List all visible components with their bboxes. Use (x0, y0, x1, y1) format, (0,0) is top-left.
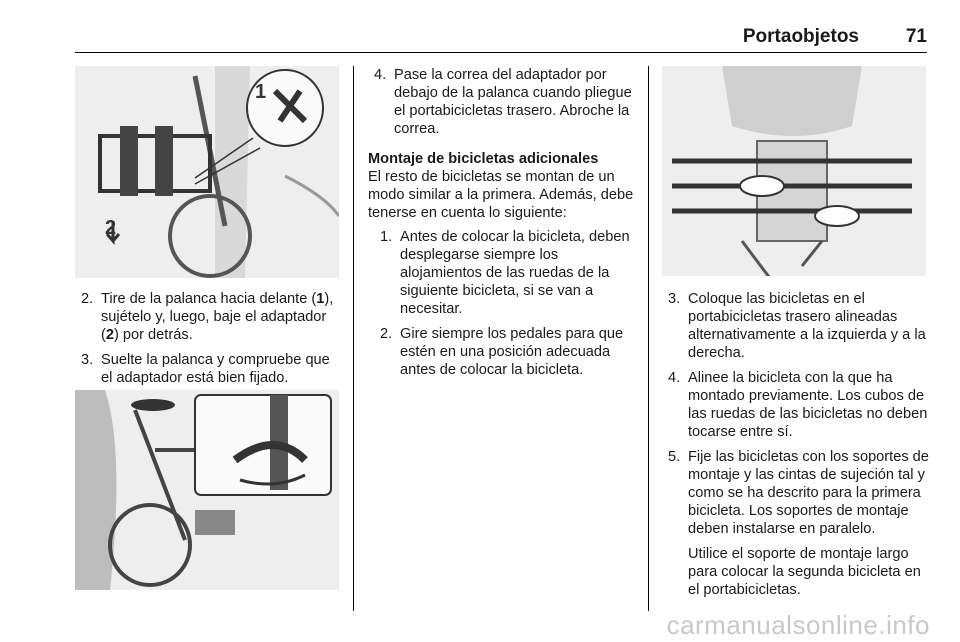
column-1 (75, 290, 343, 394)
list-note: Utilice el soporte de montaje largo para colocar la segunda bicicleta en el portabicicletas. (688, 546, 921, 598)
list-number: 3. (668, 291, 681, 307)
page-header (75, 26, 927, 50)
list-item (75, 351, 343, 387)
watermark[interactable]: carmanualsonline.info (666, 610, 930, 640)
page-number: 71 (905, 26, 927, 47)
list-number: 3. (81, 352, 94, 368)
list-text: Fije las bicicletas con los soportes de montaje y las cintas de sujeción tal y como se ha descrito para la primera bicicleta. Los soportes de montaje deben instalarse en paralelo. (688, 449, 929, 537)
list-text: Alinee la bicicleta con la que ha montado previamente. Los cubos de las ruedas de las bicicletas no deben tocarse entre sí. (688, 370, 928, 440)
list-number: 2. (380, 326, 393, 342)
list-item (662, 369, 930, 441)
figure-adapter-lever (75, 66, 339, 278)
column-divider-2 (648, 66, 649, 611)
list-item (662, 290, 930, 362)
list-item (374, 228, 636, 318)
list-number: 4. (668, 370, 681, 386)
column-3 (662, 290, 930, 606)
list-number: 4. (374, 67, 387, 83)
list-item (368, 66, 636, 138)
callout-2: 2 (105, 217, 117, 239)
list-text: Antes de colocar la bicicleta, deben desplegarse siempre los alojamientos de las ruedas de la siguiente bicicleta, si se van a necesitar. (400, 229, 630, 317)
list-text: Tire de la palanca hacia delante (1), sujételo y, luego, baje el adaptador (2) por detrás. (101, 291, 334, 343)
column-2 (368, 66, 636, 386)
list-text: Pase la correa del adaptador por debajo de la palanca cuando pliegue el portabicicletas trasero. Abroche la correa. (394, 67, 632, 137)
column-divider-1 (353, 66, 354, 611)
list-item (75, 290, 343, 344)
list-number: 2. (81, 291, 94, 307)
list-text: Gire siempre los pedales para que estén en una posición adecuada antes de colocar la bicicleta. (400, 326, 624, 378)
header-rule (75, 52, 927, 53)
page-title: Portaobjetos (742, 26, 859, 47)
figure-strap-buckle (75, 390, 339, 590)
callout-1: 1 (255, 81, 267, 103)
figure-two-bicycles (662, 66, 926, 276)
list-number: 5. (668, 449, 681, 465)
section-heading: Montaje de bicicletas adicionales (368, 151, 599, 167)
list-number: 1. (380, 229, 393, 245)
list-item (662, 448, 930, 599)
paragraph: El resto de bicicletas se montan de un modo similar a la primera. Además, debe tenerse en cuenta lo siguiente: (368, 169, 634, 221)
list-item (374, 325, 636, 379)
list-text: Coloque las bicicletas en el portabicicletas trasero alineadas alternativamente a la izquierda y a la derecha. (688, 291, 926, 361)
list-text: Suelte la palanca y compruebe que el adaptador está bien fijado. (101, 352, 330, 386)
